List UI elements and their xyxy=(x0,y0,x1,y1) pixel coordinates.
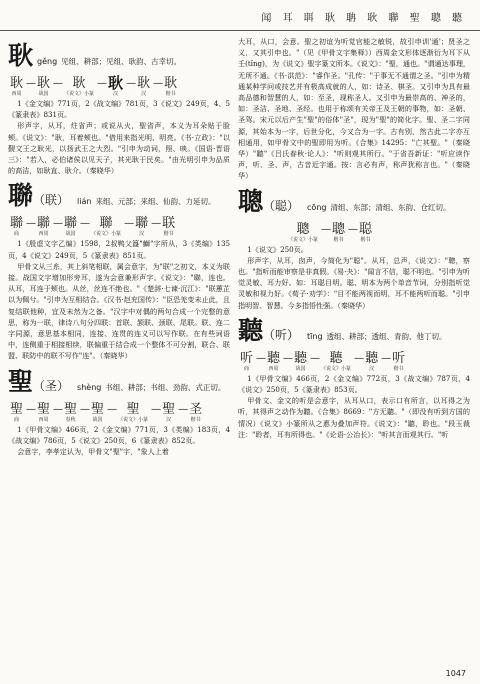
entry-heading xyxy=(238,188,470,216)
glyph-form xyxy=(91,216,121,237)
glyph-char: 聯 xyxy=(10,216,24,232)
dash-separator: — xyxy=(53,218,64,230)
glyph-form xyxy=(267,351,280,372)
glyph-caption: 春秋 xyxy=(65,416,76,423)
glyph-char: 聯 xyxy=(99,216,113,232)
page-number: 1047 xyxy=(445,669,466,678)
glyph-char: 聯 xyxy=(64,216,78,232)
glyph-char: 耿 xyxy=(37,76,51,91)
dash-separator: — xyxy=(53,403,64,415)
entry-heading xyxy=(8,182,230,210)
glyph-caption: 楷书 xyxy=(190,416,201,423)
entry-body-continued: 大耳，从口，会意。聖之初谊为听觉官能之敏锐，故引申训'通'；贤圣之义，又其引申也。"（见《甲骨文字集释》）西周金文形体逐渐衍为耳下从壬(tǐng)，为《说文》聖字篆文所本。《说文》："聖，通也。"谓通达事理，无所不通。《书·洪范》："睿作圣。"孔传："于事无不通谓之圣。"引申为精通某种学问或技艺并有极高成就的人，如：诗圣、棋圣。又引申为具有最高品德和智慧的人，如：至圣，现称圣人。又引申为最崇高的、神圣的，如：圣洁、圣地、圣经。也用于称颂有关帝王及王朝的事物，如：圣朝、圣驾。宋元以后产生"聖"的俗体"圣"，现为"聖"的简化字。聖、圣二字同源，其始本为一字，后世分化，今又合为一字。古有别，然古此二字亦互相通用，如甲骨文中的聖即用为听。《合集》14295："亡其聖。"（秦晓华）"聽"《吕氏春秋·论人》："听则观其所行。"于省吾新证："听应读作声，听、圣、声，古音近字通。按：言必有声，称声犹称言也。"（秦晓华） xyxy=(238,37,471,181)
glyph-form xyxy=(162,216,175,237)
dash-separator: — xyxy=(256,352,267,364)
glyph-char: 听 xyxy=(240,350,254,366)
dash-separator: — xyxy=(354,352,365,364)
glyph-form xyxy=(392,351,405,372)
source-notes: 1《甲骨文编》466页，2《金文编》772页，3《战文编》787页，4《说文》250页，5《篆隶表》853页。 xyxy=(238,373,470,395)
glyph-caption: 战国 xyxy=(295,365,306,372)
head-character: 聯 xyxy=(8,181,34,211)
dash-separator: — xyxy=(26,218,37,230)
glyph-form xyxy=(10,216,23,237)
glyph-form xyxy=(164,76,177,97)
glyph-caption: 战国 xyxy=(65,231,76,238)
source-notes: 1《殷虚文字乙编》1598，2叔鸭父簋"鰤"字所从，3《类编》135页，4《说文》249页，5《篆隶表》851页。 xyxy=(8,239,230,260)
entry-heading xyxy=(238,317,470,345)
glyph-form xyxy=(162,402,175,423)
dash-separator: — xyxy=(153,78,164,89)
head-phonology: 清组、东部；清组、东韵、仓红切。 xyxy=(330,202,451,212)
glyph-evolution xyxy=(8,402,230,423)
glyph-caption: 汉 xyxy=(369,365,375,372)
entry-body: 甲骨文、金文的听是会意字，从耳从口，表示口有所言，以耳得之为听，其得声之动作为聽。《合集》8669："方无聽。"（即没有听到方国的情况）《说文》小篆所从之悳为叠加声符。《说文》："聽，聆也。"段玉裁注："聆者，耳有所得也。"《论语·公冶长》："听其言而观其行。"听 xyxy=(238,396,470,439)
head-pinyin: tīng xyxy=(307,331,323,341)
glyph-caption: 《说文》小篆 xyxy=(288,236,319,243)
dash-separator: — xyxy=(126,78,137,89)
running-header xyxy=(0,0,480,31)
glyph-form xyxy=(321,351,351,372)
glyph-caption: 汉 xyxy=(141,91,147,97)
head-pinyin: cōng xyxy=(307,202,327,212)
glyph-char: 聖 xyxy=(64,401,78,417)
glyph-char: 聖 xyxy=(10,401,24,417)
glyph-char: 聰 xyxy=(296,221,310,237)
glyph-caption: 楷书 xyxy=(360,236,371,243)
glyph-caption: 楷书 xyxy=(393,365,404,372)
glyph-char: 聖 xyxy=(126,401,140,417)
glyph-caption: 汉 xyxy=(139,231,145,238)
dash-separator: — xyxy=(53,78,64,89)
head-simplified: （听） xyxy=(263,327,300,342)
glyph-char: 圣 xyxy=(189,401,203,417)
glyph-form xyxy=(359,222,372,243)
glyph-char: 聽 xyxy=(329,350,343,366)
glyph-char: 聖 xyxy=(162,401,176,417)
dash-separator: — xyxy=(26,78,37,89)
glyph-char: 耿 xyxy=(164,76,178,91)
glyph-caption: 汉 xyxy=(113,91,119,97)
glyph-caption: 战国 xyxy=(38,91,49,97)
head-pinyin: shèng xyxy=(77,382,102,392)
head-simplified: （联） xyxy=(33,193,70,208)
head-phonology: 来组、元部；来组、仙韵、力延切。 xyxy=(95,197,216,207)
dash-separator: — xyxy=(80,403,91,415)
glyph-caption: 汉 xyxy=(166,416,172,423)
dash-separator: — xyxy=(124,218,135,230)
glyph-caption: 战国 xyxy=(92,416,103,423)
header-title: 闻 耳 聑 耿 聃 耿 聯 聖 聰 聽 xyxy=(261,13,466,24)
dash-separator: — xyxy=(151,403,162,415)
glyph-caption: 商 xyxy=(244,365,250,372)
glyph-char: 联 xyxy=(162,216,176,232)
dash-separator: — xyxy=(283,352,294,364)
glyph-char: 聯 xyxy=(135,216,149,232)
glyph-evolution xyxy=(238,351,470,372)
head-phonology: 透组、耕部；透组、青韵、他丁切。 xyxy=(326,331,447,341)
glyph-char: 聽 xyxy=(365,350,379,366)
glyph-caption: 商 xyxy=(14,416,20,423)
right-column xyxy=(238,36,470,440)
glyph-form xyxy=(288,222,318,243)
glyph-form xyxy=(10,76,23,97)
glyph-char: 耿 xyxy=(72,76,86,91)
glyph-caption: 楷书 xyxy=(333,236,344,243)
glyph-char: 聰 xyxy=(332,221,346,237)
glyph-char: 聖 xyxy=(91,401,105,417)
glyph-evolution xyxy=(8,216,230,237)
glyph-caption: 西周 xyxy=(11,91,22,97)
source-notes: 1《说文》250页。 xyxy=(247,244,308,254)
dash-separator: — xyxy=(80,218,91,230)
glyph-char: 耿 xyxy=(10,76,24,91)
head-character: 聽 xyxy=(238,315,264,345)
entry-body: 形声字，从耳，囱声，今简化为"聪"。从耳，总声，《说文》："聰，察也。"指听而能审察是非真假。《易·夬》："闻言不信，聪不明也。"引申为听觉灵敏、耳力好。如：耳聪目明。聪、明本为两个单音节词，分别指听觉灵敏和视力好。《荀子·劝学》："目不能两视而明，耳不能两听而聪。"引申指明智、智慧。今多指悟性强。（秦晓华） xyxy=(238,255,470,310)
source-notes: 1《金文编》771页，2《战文编》781页，3《说文》249页，4、5《篆隶表》831页。 xyxy=(8,99,230,120)
entry-body: 会意字，李孝定认为，甲骨文"聖"字，"象人上着 xyxy=(17,447,169,457)
head-pinyin: gěng xyxy=(37,57,58,66)
entry-heading xyxy=(8,42,230,70)
head-character: 耿 xyxy=(8,41,34,70)
source-notes: 1《甲骨文编》466页，2《金文编》771页，3《类编》183页，4《战文编》786页，5《说文》250页，6《篆隶表》852页。 xyxy=(8,424,230,445)
entry-heading xyxy=(8,368,230,396)
left-column xyxy=(8,36,230,457)
glyph-evolution xyxy=(238,222,470,243)
glyph-caption: 商 xyxy=(14,231,20,238)
glyph-form xyxy=(118,402,148,423)
glyph-char: 聖 xyxy=(37,401,51,417)
head-phonology: 见组、耕部；见组、耿韵、古幸切。 xyxy=(61,57,182,66)
head-phonology: 书组、耕部；书组、劲韵、式正切。 xyxy=(105,382,226,392)
head-pinyin: lián xyxy=(77,197,92,207)
glyph-char: 聽 xyxy=(267,350,281,366)
glyph-form xyxy=(240,351,253,372)
glyph-char: 耿 xyxy=(108,74,124,92)
dash-separator: — xyxy=(381,352,392,364)
dash-separator: — xyxy=(348,223,359,235)
head-character: 聖 xyxy=(8,366,34,396)
glyph-form xyxy=(37,76,50,97)
glyph-form xyxy=(91,402,104,423)
entry-ting xyxy=(238,317,470,440)
glyph-caption: 《说文》小篆 xyxy=(64,91,95,97)
glyph-caption: 《说文》小篆 xyxy=(118,416,149,423)
dash-separator: — xyxy=(26,403,37,415)
dash-separator: — xyxy=(151,218,162,230)
glyph-evolution xyxy=(8,76,230,97)
dash-separator: — xyxy=(97,78,108,89)
dash-separator: — xyxy=(107,403,118,415)
entry-body: 形声字，从耳，炷省声；或说从火，聖省声，本义为耳朵贴于脸颊。《说文》："耿，耳着颊也。"借用来指光明、明亮。《书·立政》："以觐文王之耿光，以扬武王之大烈。"引申为动词，照、映。《国语·晋语三》："若入，必伯诸侯以见天子，其光耿于民矣。"由光明引申为品质的高洁，如耿直、耿介。（秦晓华） xyxy=(8,121,230,176)
entry-sheng xyxy=(8,368,230,458)
glyph-caption: 西周 xyxy=(38,231,49,238)
glyph-caption: 楷书 xyxy=(165,91,176,97)
glyph-caption: 楷书 xyxy=(163,231,174,238)
glyph-caption: 西周 xyxy=(268,365,279,372)
glyph-form xyxy=(135,216,148,237)
entry-cong xyxy=(238,188,470,311)
glyph-char: 聪 xyxy=(359,221,373,237)
dash-separator: — xyxy=(178,403,189,415)
head-simplified: （圣） xyxy=(33,378,70,393)
glyph-caption: 《说文》小篆 xyxy=(321,365,352,372)
glyph-form xyxy=(365,351,378,372)
glyph-form xyxy=(10,402,23,423)
head-simplified: （聪） xyxy=(263,198,300,213)
glyph-char: 耿 xyxy=(137,76,151,91)
glyph-form xyxy=(108,76,123,97)
dash-separator: — xyxy=(310,352,321,364)
glyph-form xyxy=(189,402,202,423)
glyph-char: 聽 xyxy=(294,350,308,366)
glyph-form xyxy=(37,402,50,423)
glyph-form xyxy=(64,216,77,237)
entry-lian xyxy=(8,182,230,361)
entry-body: 甲骨文从三糸，其上斜笔相联，属会意字，为"联"之初文，本义为联接。战国文字增加形旁耳，遂为会意兼形声字。《说文》："聯，连也。从耳，耳连于颊也。从丝，丝连不绝也。"《楚辞·七谏·沉江》："联蕙芷以为佩兮。"引申为互相结合。《汉书·赵充国传》："臣恐羌变未止此，且复结联他种，宜及未然为之备。"汉字中对偶的两句合成一个完整的意思，称为一联，律诗八句分四联：首联、颔联、颈联、尾联。联、连二字同源，意思基本相同，连接、连贯的连义可以写作联。在有些词语中，连侧重于相接相续，联偏重于结合成一个整体不可分割，联合、联盟、联防中的联不写作"连"。（秦晓华） xyxy=(8,261,230,361)
glyph-char: 聯 xyxy=(37,216,51,232)
glyph-form xyxy=(64,402,77,423)
glyph-caption: 西周 xyxy=(38,416,49,423)
glyph-form xyxy=(294,351,307,372)
glyph-form xyxy=(64,76,94,97)
glyph-form xyxy=(37,216,50,237)
dash-separator: — xyxy=(321,223,332,235)
glyph-caption: 《说文》小篆 xyxy=(91,231,122,238)
glyph-form xyxy=(332,222,345,243)
glyph-char: 听 xyxy=(392,350,406,366)
glyph-form xyxy=(137,76,150,97)
head-character: 聰 xyxy=(238,186,264,216)
entry-geng xyxy=(8,42,230,176)
